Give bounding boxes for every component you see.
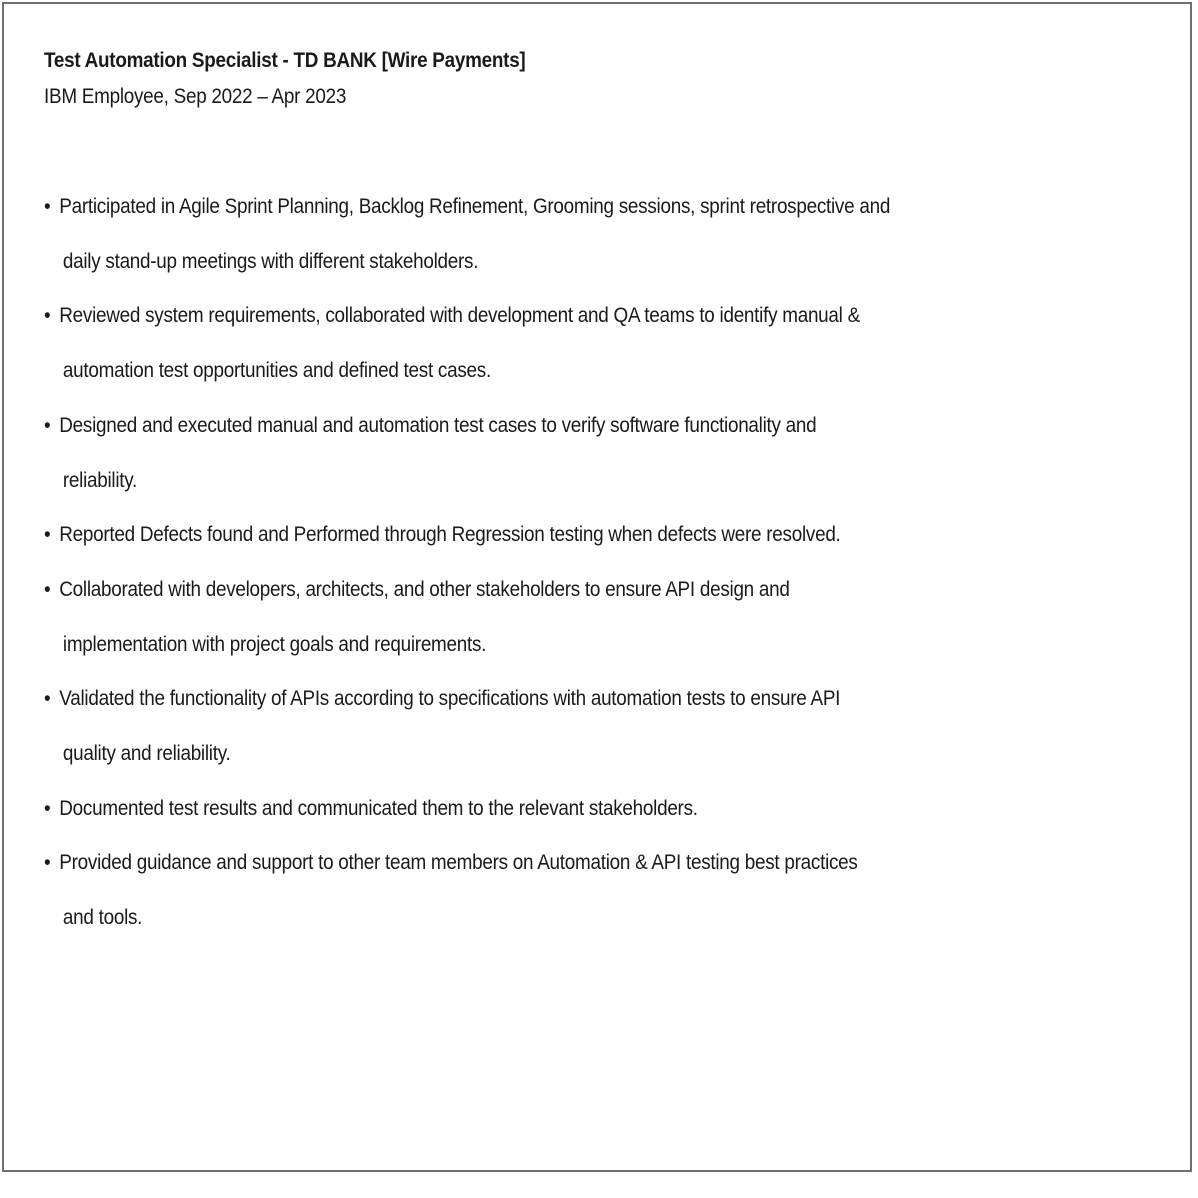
bullet-item [44,399,1094,508]
bullet-icon: • [44,523,51,547]
bullet-icon: • [44,195,51,218]
bullet-item [44,563,1094,672]
bullet-text-continuation: quality and reliability. [62,742,231,766]
bullet-item [44,836,1094,945]
bullet-text-line: Designed and executed manual and automation test cases to verify software functionality and [59,413,817,437]
bullet-item [44,289,1094,398]
bullet-icon: • [44,577,51,601]
bullet-item [44,672,1094,781]
responsibilities-list [44,180,1084,946]
bullet-text-continuation: reliability. [62,468,138,492]
bullet-icon: • [44,687,51,711]
bullet-text-line: Collaborated with developers, architects, and other stakeholders to ensure API design and [59,577,790,601]
bullet-text-continuation: and tools. [62,906,143,930]
bullet-text-line: Participated in Agile Sprint Planning, Backlog Refinement, Grooming sessions, sprint retrospective and [59,195,891,218]
job-subtitle: IBM Employee, Sep 2022 – Apr 2023 [44,85,347,108]
bullet-text-line: Reviewed system requirements, collaborated with development and QA teams to identify manual & [59,304,860,328]
bullet-icon: • [44,304,51,328]
bullet-text-continuation: automation test opportunities and defined test cases. [62,359,491,383]
bullet-text-line: Reported Defects found and Performed through Regression testing when defects were resolved. [59,523,841,547]
bullet-text-line: Validated the functionality of APIs according to specifications with automation tests to ensure API [59,687,841,711]
bullet-icon: • [44,796,51,820]
bullet-item [44,508,1094,563]
bullet-text-continuation: implementation with project goals and requirements. [62,632,487,656]
bullet-item [44,782,1094,837]
bullet-icon: • [44,413,51,437]
job-title: Test Automation Specialist - TD BANK [Wire Payments] [44,49,526,72]
bullet-item [44,180,1094,289]
bullet-icon: • [44,851,51,875]
bullet-text-continuation: daily stand-up meetings with different stakeholders. [62,249,479,273]
bullet-text-line: Documented test results and communicated them to the relevant stakeholders. [59,796,698,820]
bullet-text-line: Provided guidance and support to other team members on Automation & API testing best practices [59,851,858,875]
